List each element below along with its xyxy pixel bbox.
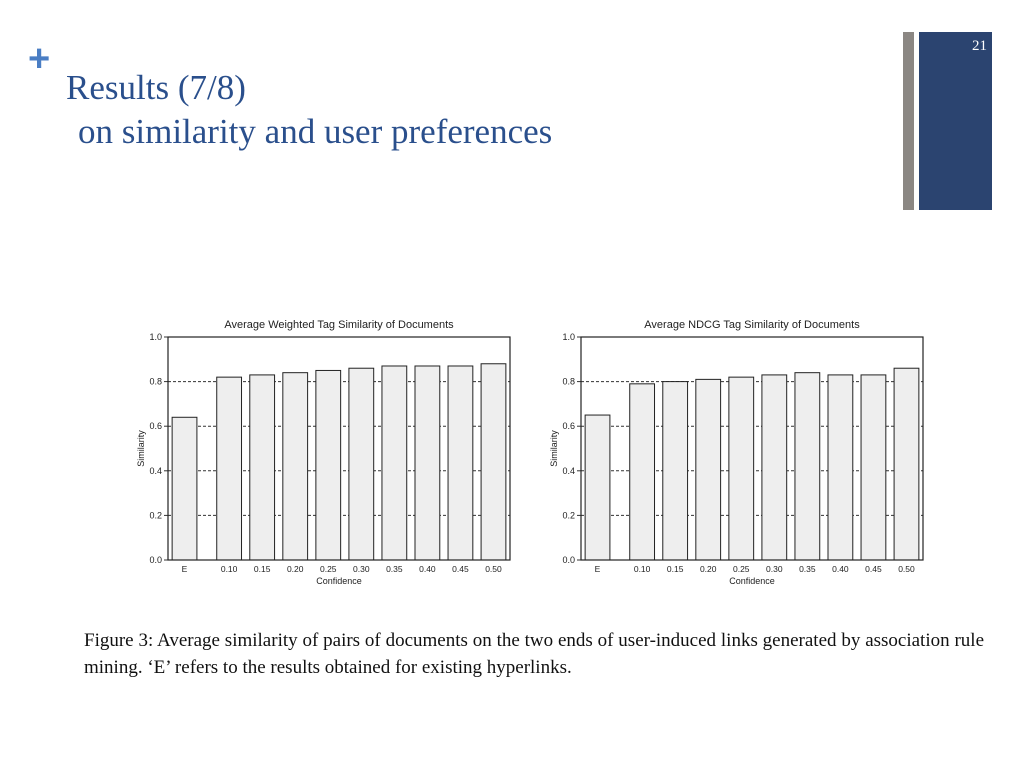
chart-title: Average Weighted Tag Similarity of Documents (224, 319, 454, 331)
bar (795, 373, 820, 560)
x-tick-label: 0.40 (832, 564, 849, 574)
x-tick-label: 0.45 (865, 564, 882, 574)
y-tick-label: 0.6 (149, 421, 162, 432)
x-tick-label: 0.25 (732, 564, 750, 574)
slide-number: 21 (972, 38, 987, 54)
x-axis-label: Confidence (729, 576, 775, 586)
y-tick-label: 0.8 (562, 376, 575, 387)
x-axis-label: Confidence (316, 576, 362, 586)
x-tick-label: 0.20 (699, 564, 717, 574)
bar (663, 382, 688, 560)
x-tick-label: 0.30 (766, 564, 783, 574)
bar (316, 370, 341, 560)
x-tick-label: 0.40 (419, 564, 436, 574)
chart-title: Average NDCG Tag Similarity of Documents (644, 319, 860, 331)
x-tick-label: 0.25 (319, 564, 337, 574)
accent-bar-navy (919, 32, 992, 210)
y-tick-label: 0.2 (149, 510, 162, 521)
slide-title (66, 66, 552, 154)
slide-title-line1: Results (7/8) (66, 68, 246, 107)
x-tick-label: 0.50 (485, 564, 502, 574)
bar (630, 384, 655, 560)
bar (349, 368, 374, 560)
y-tick-label: 0.8 (149, 376, 162, 387)
y-tick-label: 0.6 (562, 421, 575, 432)
x-tick-label: 0.50 (898, 564, 915, 574)
x-tick-label: 0.15 (253, 564, 271, 574)
bar (283, 373, 308, 560)
chart-weighted-similarity (130, 312, 530, 592)
x-tick-label: E (594, 564, 601, 574)
x-tick-label: 0.10 (220, 564, 238, 574)
bar (828, 375, 853, 560)
y-tick-label: 1.0 (562, 332, 575, 342)
plus-icon: + (28, 38, 51, 80)
bar (382, 366, 407, 560)
bar (585, 415, 610, 560)
chart-ndcg-similarity (543, 312, 943, 592)
bar (762, 375, 787, 560)
y-tick-label: 0.0 (562, 555, 575, 565)
bar (250, 375, 275, 560)
bar (696, 379, 721, 560)
y-tick-label: 0.4 (562, 465, 575, 476)
bar (415, 366, 440, 560)
x-tick-label: 0.45 (452, 564, 469, 574)
bar (861, 375, 886, 560)
y-axis-label: Similarity (549, 430, 559, 467)
bar (729, 377, 754, 560)
y-tick-label: 0.2 (562, 510, 575, 521)
bar (481, 364, 506, 560)
slide-title-line2: on similarity and user preferences (78, 112, 553, 151)
y-tick-label: 0.0 (149, 555, 162, 565)
x-tick-label: 0.35 (799, 564, 816, 574)
y-tick-label: 0.4 (149, 465, 162, 476)
bar (217, 377, 242, 560)
bar (448, 366, 473, 560)
bar (894, 368, 919, 560)
x-tick-label: E (181, 564, 188, 574)
x-tick-label: 0.30 (353, 564, 370, 574)
accent-bar-gray (903, 32, 914, 210)
y-tick-label: 1.0 (149, 332, 162, 342)
x-tick-label: 0.10 (633, 564, 651, 574)
bar (172, 417, 197, 560)
x-tick-label: 0.35 (386, 564, 403, 574)
figure (130, 312, 930, 592)
y-axis-label: Similarity (136, 430, 146, 467)
x-tick-label: 0.15 (666, 564, 684, 574)
figure-caption: Figure 3: Average similarity of pairs of documents on the two ends of user-induced links generated by association rule mining. ‘E’ refers to the results obtained for existing hyperlinks. (84, 630, 984, 678)
x-tick-label: 0.20 (286, 564, 304, 574)
